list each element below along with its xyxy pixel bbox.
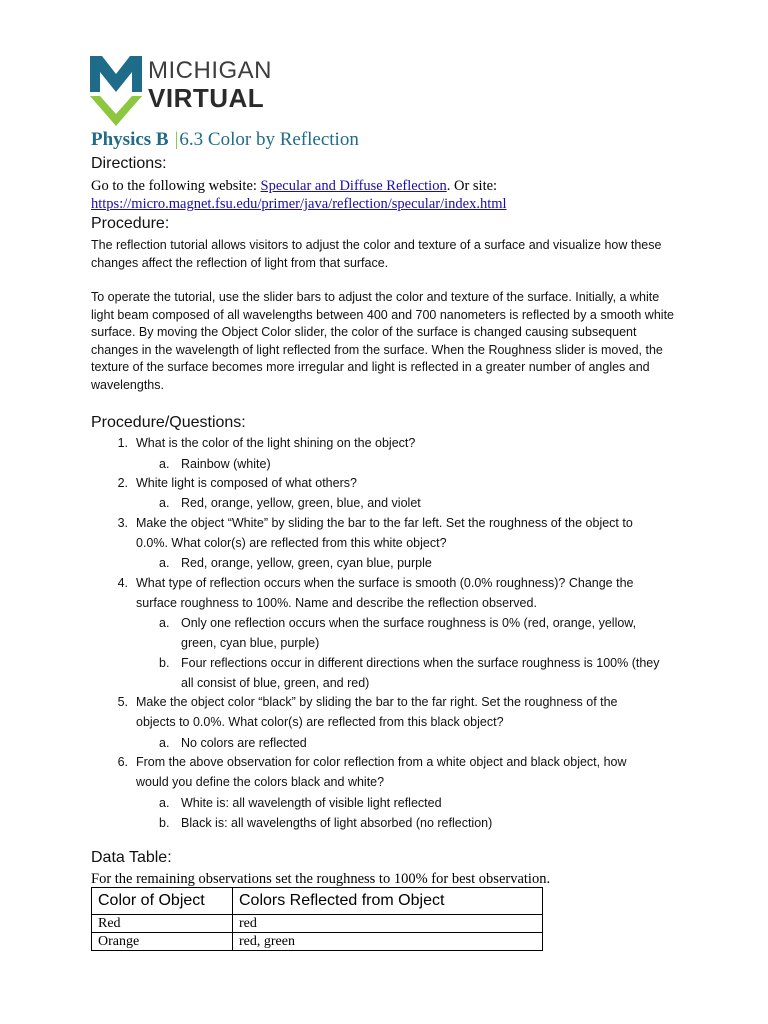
table-row xyxy=(92,933,543,951)
table-cell: Orange xyxy=(92,933,233,951)
procedure-paragraph-1: The reflection tutorial allows visitors to adjust the color and texture of a surface and visualize how these changes affect the reflection of light from that surface. xyxy=(91,238,662,270)
website-link[interactable]: Specular and Diffuse Reflection xyxy=(260,178,447,194)
logo-mark-icon xyxy=(88,52,144,126)
table-cell: red xyxy=(233,915,543,933)
data-table-heading: Data Table: xyxy=(91,849,172,866)
question-number: 1. xyxy=(117,436,128,450)
michigan-virtual-logo xyxy=(88,52,278,128)
answer-label: a. xyxy=(159,616,170,630)
question-text: Make the object “White” by sliding the bar to the far left. Set the roughness of the object to 0.0%. What color(s) are reflected from this white object? xyxy=(136,516,633,550)
answer-label: b. xyxy=(159,656,170,670)
answer-label: a. xyxy=(159,496,170,510)
course-name: Physics B xyxy=(91,129,169,150)
answer-text: Black is: all wavelengths of light absorbed (no reflection) xyxy=(181,816,493,830)
answer-text: No colors are reflected xyxy=(181,736,307,750)
answer-text: Four reflections occur in different directions when the surface roughness is 100% (they all consist of blue, green, and red) xyxy=(181,656,660,690)
answer-text: Rainbow (white) xyxy=(181,457,271,471)
answer-label: a. xyxy=(159,556,170,570)
table-cell: Red xyxy=(92,915,233,933)
table-header-row xyxy=(92,888,543,915)
data-table-instruction: For the remaining observations set the roughness to 100% for best observation. xyxy=(91,871,551,887)
answer-label: b. xyxy=(159,816,170,830)
answer-text: White is: all wavelength of visible light reflected xyxy=(181,796,442,810)
table-row xyxy=(92,915,543,933)
title-separator: | xyxy=(174,129,179,150)
directions-heading: Directions: xyxy=(91,155,167,172)
directions-text-after: . Or site: xyxy=(446,178,498,194)
question-number: 3. xyxy=(117,516,128,530)
question-text: Make the object color “black” by sliding the bar to the far right. Set the roughness of the objects to 0.0%. What color(s) are reflected from this black object? xyxy=(136,695,618,729)
question-text: What type of reflection occurs when the surface is smooth (0.0% roughness)? Change the surface roughness to 100%. Name and describe the reflection observed. xyxy=(136,576,634,610)
answer-label: a. xyxy=(159,457,170,471)
url-line xyxy=(91,195,507,213)
column-header: Color of Object xyxy=(92,888,233,915)
question-text: What is the color of the light shining on the object? xyxy=(136,436,416,450)
question-number: 6. xyxy=(117,755,128,769)
answer-text: Red, orange, yellow, green, cyan blue, purple xyxy=(181,556,432,570)
logo-line-michigan: MICHIGAN xyxy=(148,57,272,84)
lesson-name: 6.3 Color by Reflection xyxy=(179,129,359,150)
data-table xyxy=(91,887,543,951)
procedure-paragraph-2: To operate the tutorial, use the slider bars to adjust the color and texture of the surface. Initially, a white light beam composed of all wavelengths between 400 and 700 nanometers is reflected by a smooth white surface. By moving the Object Color slider, the color of the surface is changed causing subsequent changes in the wavelength of light reflected from the surface. When the Roughness slider is moved, the texture of the surface becomes more irregular and light is reflected in a greater number of angles and wavelengths. xyxy=(91,290,674,392)
question-number: 4. xyxy=(117,576,128,590)
question-text: From the above observation for color reflection from a white object and black object, how would you define the colors black and white? xyxy=(136,755,627,789)
logo-line-virtual: VIRTUAL xyxy=(148,83,265,113)
directions-text xyxy=(91,177,497,195)
question-text: White light is composed of what others? xyxy=(136,476,357,490)
answer-text: Red, orange, yellow, green, blue, and violet xyxy=(181,496,421,510)
answer-text: Only one reflection occurs when the surface roughness is 0% (red, orange, yellow, green, cyan blue, purple) xyxy=(181,616,637,650)
procedure-heading: Procedure: xyxy=(91,215,170,232)
question-number: 2. xyxy=(117,476,128,490)
url-link[interactable]: https://micro.magnet.fsu.edu/primer/java/reflection/specular/index.html xyxy=(91,196,507,212)
answer-label: a. xyxy=(159,796,170,810)
table-cell: red, green xyxy=(233,933,543,951)
page-title xyxy=(91,128,359,152)
questions-heading: Procedure/Questions: xyxy=(91,414,246,431)
directions-text-before: Go to the following website: xyxy=(91,178,261,194)
question-number: 5. xyxy=(117,695,128,709)
answer-label: a. xyxy=(159,736,170,750)
column-header: Colors Reflected from Object xyxy=(233,888,543,915)
